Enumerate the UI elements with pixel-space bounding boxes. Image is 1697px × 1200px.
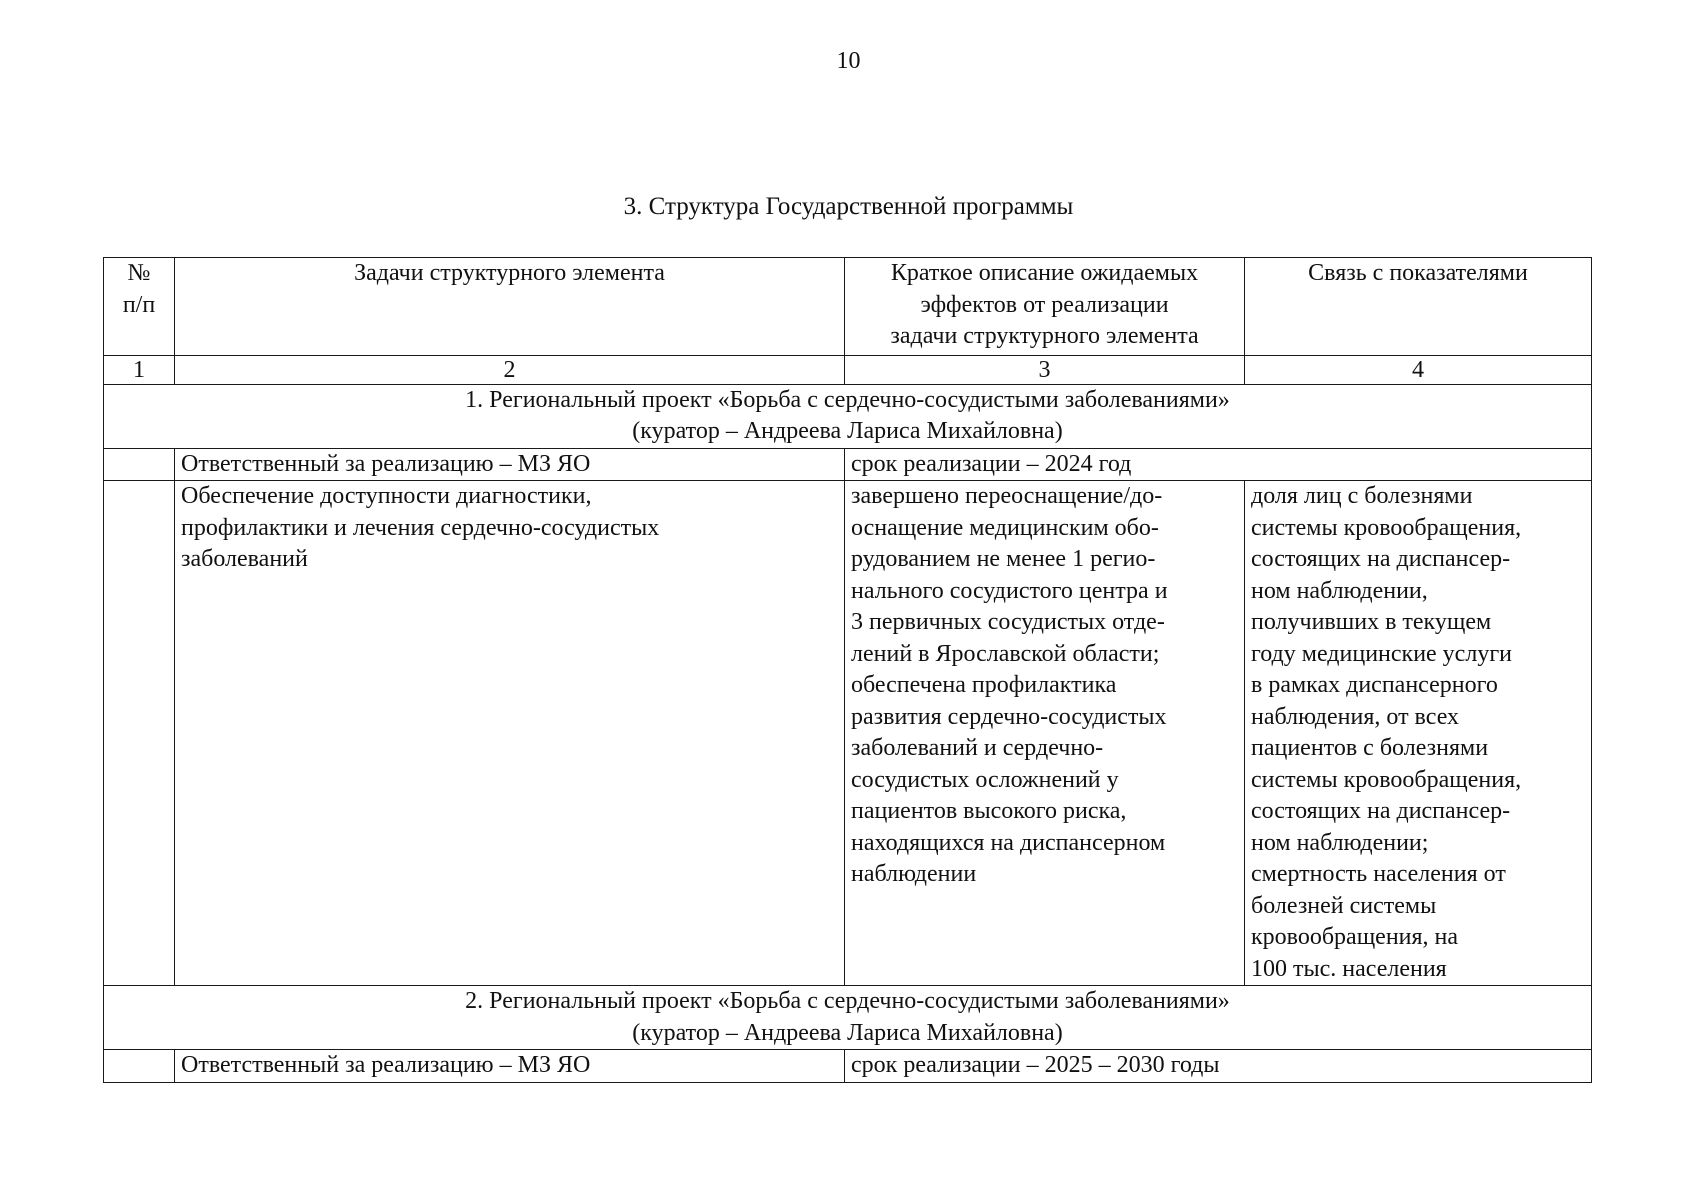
section-title-cell: 2. Региональный проект «Борьба с сердечно-сосудистыми заболеваниями» (куратор – Андреева Лариса Михайловна) — [104, 986, 1592, 1050]
effects-cell: завершено переоснащение/до- оснащение медицинским обо- рудованием не менее 1 регио- нального сосудистого центра и 3 первичных сосудистых отде- лений в Ярославской области; обеспечена профилактика развития сердечно-сосудистых заболеваний и сердечно- сосудистых осложнений у пациентов высокого риска, находящихся на диспансерном наблюдении — [845, 481, 1245, 986]
term-cell: срок реализации – 2024 год — [845, 448, 1592, 481]
indicators-cell: доля лиц с болезнями системы кровообращения, состоящих на диспансер- ном наблюдении, получивших в текущем году медицинские услуги в рамках диспансерного наблюдения, от всех пациентов с болезнями системы кровообращения, состоящих на диспансер- ном наблюдении; смертность населения от болезней системы кровообращения, на 100 тыс. населения — [1245, 481, 1592, 986]
column-number-row — [104, 355, 1592, 384]
column-number: 3 — [845, 355, 1245, 384]
column-number: 1 — [104, 355, 175, 384]
column-number: 2 — [175, 355, 845, 384]
section-header-row — [104, 986, 1592, 1050]
header-tasks: Задачи структурного элемента — [175, 258, 845, 356]
header-effects: Краткое описание ожидаемых эффектов от реализации задачи структурного элемента — [845, 258, 1245, 356]
empty-num-cell — [104, 481, 175, 986]
term-cell: срок реализации – 2025 – 2030 годы — [845, 1050, 1592, 1083]
section-title-cell: 1. Региональный проект «Борьба с сердечно-сосудистыми заболеваниями» (куратор – Андреева Лариса Михайловна) — [104, 384, 1592, 448]
responsible-cell: Ответственный за реализацию – МЗ ЯО — [175, 448, 845, 481]
structure-table — [103, 257, 1592, 1083]
column-number: 4 — [1245, 355, 1592, 384]
section-header-row — [104, 384, 1592, 448]
empty-num-cell — [104, 1050, 175, 1083]
header-indicators: Связь с показателями — [1245, 258, 1592, 356]
responsible-row — [104, 1050, 1592, 1083]
section-title: 3. Структура Государственной программы — [623, 193, 1074, 220]
header-row — [104, 258, 1592, 356]
task-cell: Обеспечение доступности диагностики, профилактики и лечения сердечно-сосудистых заболеваний — [175, 481, 845, 986]
responsible-row — [104, 448, 1592, 481]
responsible-cell: Ответственный за реализацию – МЗ ЯО — [175, 1050, 845, 1083]
empty-num-cell — [104, 448, 175, 481]
header-num: № п/п — [104, 258, 175, 356]
page-number: 10 — [836, 48, 861, 74]
task-row — [104, 481, 1592, 986]
